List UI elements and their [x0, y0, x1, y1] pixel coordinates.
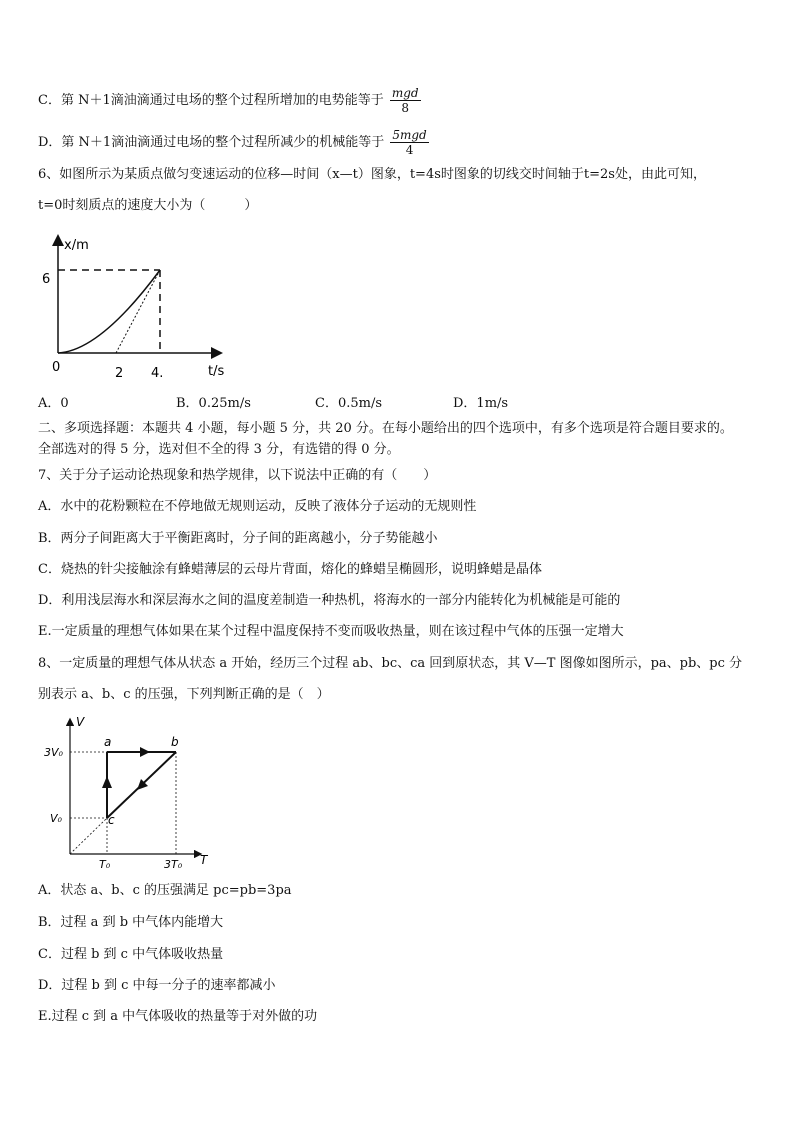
q8-option-e: E.过程 c 到 a 中气体吸收的热量等于对外做的功 — [38, 1009, 318, 1024]
q7-option-b: B．两分子间距离大于平衡距离时，分子间的距离越小，分子势能越小 — [38, 531, 438, 546]
q8-t-axis-label: T — [200, 853, 208, 867]
q6-option-a: A．0 — [38, 396, 69, 411]
q6-origin-label: 0 — [52, 360, 61, 375]
q8-tick-t0: T₀ — [99, 858, 111, 871]
q7-option-c: C．烧热的针尖接触涂有蜂蜡薄层的云母片背面，熔化的蜂蜡呈椭圆形，说明蜂蜡是晶体 — [38, 562, 542, 577]
q5-option-c-numerator: mgd — [391, 86, 419, 100]
q8-arrow-ab — [140, 747, 150, 757]
q8-tick-3v0: 3V₀ — [44, 746, 63, 759]
q7-option-d: D．利用浅层海水和深层海水之间的温度差制造一种热机，将海水的一部分内能转化为机械能是可能的 — [38, 593, 621, 608]
q8-option-b: B．过程 a 到 b 中气体内能增大 — [38, 915, 224, 930]
q6-stem-line1: 6、如图所示为某质点做匀变速运动的位移—时间（x—t）图象，t=4s时图象的切线交时间轴于t=2s处，由此可知， — [38, 167, 706, 182]
q6-parabola-curve — [58, 270, 160, 353]
q5-option-d-denominator: 4 — [405, 143, 414, 157]
q5-option-c-denominator: 8 — [401, 101, 410, 115]
q8-tick-v0: V₀ — [50, 812, 62, 825]
q5-option-d-text: D．第 N＋1滴油滴通过电场的整个过程所减少的机械能等于 — [38, 135, 385, 150]
section2-instructions-line2: 全部选对的得 5 分，选对但不全的得 3 分，有选错的得 0 分。 — [38, 442, 400, 457]
q6-x-axis-label: t/s — [208, 364, 225, 379]
q7-stem: 7、关于分子运动论热现象和热学规律，以下说法中正确的有（ ） — [38, 468, 437, 483]
q6-stem-line2: t=0时刻质点的速度大小为（ ） — [38, 198, 258, 213]
q6-y-tick-6: 6 — [42, 272, 51, 287]
q7-option-a: A．水中的花粉颗粒在不停地做无规则运动，反映了液体分子运动的无规则性 — [38, 499, 477, 514]
q5-option-d-fraction — [390, 128, 428, 157]
q8-option-d: D．过程 b 到 c 中每一分子的速率都减小 — [38, 978, 276, 993]
q8-guide-origin-to-c — [70, 818, 107, 854]
q8-option-c: C．过程 b 到 c 中气体吸收热量 — [38, 947, 224, 962]
q6-tangent-line — [116, 270, 160, 353]
q5-option-d-numerator: 5mgd — [392, 128, 427, 142]
q8-point-b-label: b — [171, 735, 179, 749]
q5-option-d — [38, 128, 429, 157]
q8-stem-line2: 别表示 a、b、c 的压强，下列判断正确的是（ ） — [38, 687, 330, 702]
q8-vt-graph — [40, 712, 230, 872]
q5-option-c-fraction — [390, 86, 421, 115]
q6-option-d: D．1m/s — [453, 396, 509, 411]
q6-x-tick-2: 2 — [115, 366, 124, 381]
q6-option-b: B．0.25m/s — [176, 396, 251, 411]
q8-point-c-label: c — [108, 813, 115, 827]
q7-option-e: E.一定质量的理想气体如果在某个过程中温度保持不变而吸收热量，则在该过程中气体的压强一定增大 — [38, 624, 624, 639]
q5-option-c — [38, 86, 421, 115]
q8-v-axis-label: V — [76, 715, 85, 729]
q8-option-a: A．状态 a、b、c 的压强满足 pc=pb=3pa — [38, 883, 292, 898]
q5-option-c-text: C．第 N＋1滴油滴通过电场的整个过程所增加的电势能等于 — [38, 93, 384, 108]
q8-stem-line1: 8、一定质量的理想气体从状态 a 开始，经历三个过程 ab、bc、ca 回到原状态，其 V—T 图像如图所示，pa、pb、pc 分 — [38, 656, 743, 671]
q6-option-c: C．0.5m/s — [315, 396, 382, 411]
section2-instructions-line1: 二、多项选择题：本题共 4 小题，每小题 5 分，共 20 分。在每小题给出的四个选项中，有多个选项是符合题目要求的。 — [38, 421, 733, 436]
q6-y-axis-label: x/m — [64, 238, 89, 253]
q8-arrow-ca — [102, 776, 112, 788]
q6-x-tick-4: 4. — [151, 366, 164, 381]
q8-tick-3t0: 3T₀ — [164, 858, 183, 871]
q6-xt-graph — [30, 225, 250, 385]
q8-point-a-label: a — [104, 735, 112, 749]
